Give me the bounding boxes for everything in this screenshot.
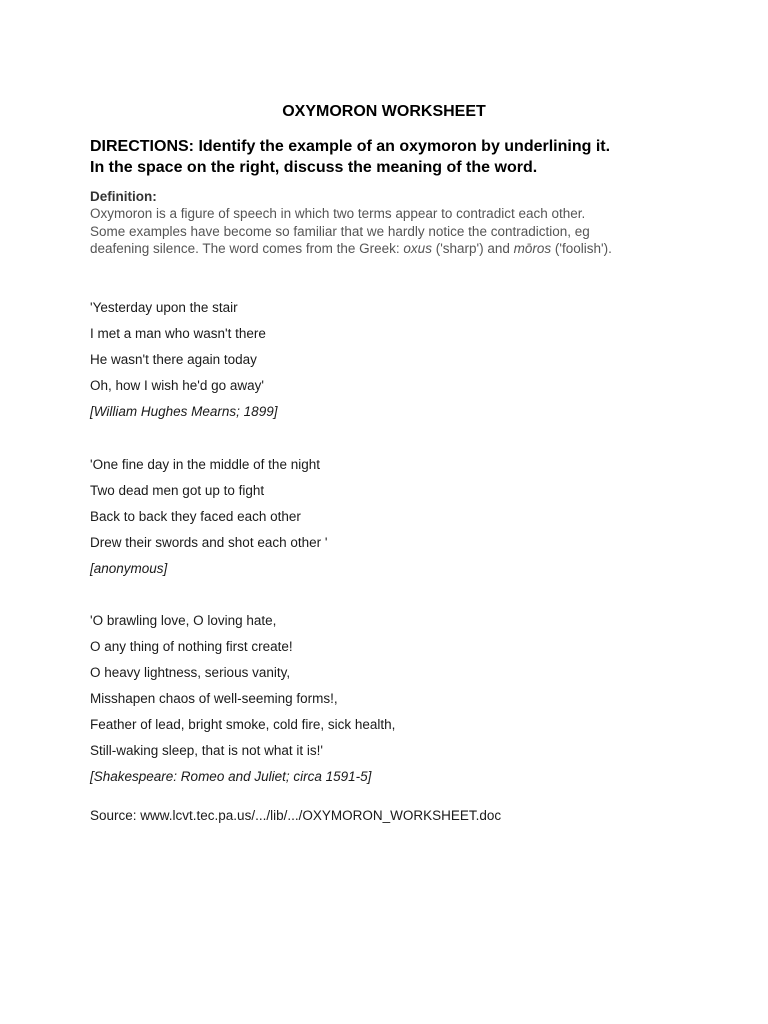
- greek-word-oxus: oxus: [403, 241, 432, 256]
- definition-text: [90, 205, 690, 258]
- poem-2-line-3: Back to back they faced each other: [90, 509, 301, 524]
- directions-line-1: DIRECTIONS: Identify the example of an oxymoron by underlining it.: [90, 138, 611, 155]
- directions-line-2: In the space on the right, discuss the meaning of the word.: [90, 159, 538, 176]
- definition-line-1: Oxymoron is a figure of speech in which two terms appear to contradict each other.: [90, 206, 586, 221]
- directions: [90, 136, 710, 178]
- source-citation: Source: www.lcvt.tec.pa.us/.../lib/.../OXYMORON_WORKSHEET.doc: [90, 808, 502, 823]
- page-title: [0, 102, 768, 122]
- poem-3-line-5: Feather of lead, bright smoke, cold fire, sick health,: [90, 717, 396, 732]
- poem-1-line-3: He wasn't there again today: [90, 352, 257, 367]
- poem-1-line-1: 'Yesterday upon the stair: [90, 300, 238, 315]
- poem-2-attribution: [anonymous]: [90, 561, 168, 576]
- poem-1-line-2: I met a man who wasn't there: [90, 326, 266, 341]
- poem-3-line-1: 'O brawling love, O loving hate,: [90, 613, 277, 628]
- definition-line-3-start: deafening silence. The word comes from the Greek:: [90, 241, 404, 256]
- definition-line-3-middle: ('sharp') and: [431, 241, 514, 256]
- poem-1-attribution: [William Hughes Mearns; 1899]: [90, 404, 278, 419]
- poem-3-line-4: Misshapen chaos of well-seeming forms!,: [90, 691, 338, 706]
- poem-2-line-4: Drew their swords and shot each other ': [90, 535, 328, 550]
- poem-3-line-3: O heavy lightness, serious vanity,: [90, 665, 291, 680]
- greek-word-moros: mōros: [513, 241, 552, 256]
- definition-line-3-end: ('foolish').: [551, 241, 612, 256]
- poem-3-attribution: [Shakespeare: Romeo and Juliet; circa 1591-5]: [90, 769, 372, 784]
- poem-2-line-2: Two dead men got up to fight: [90, 483, 265, 498]
- poem-3-line-2: O any thing of nothing first create!: [90, 639, 293, 654]
- definition-line-3: [90, 240, 690, 258]
- definition-label: Definition:: [90, 189, 157, 204]
- poem-2-line-1: 'One fine day in the middle of the night: [90, 457, 320, 472]
- poem-3-line-6: Still-waking sleep, that is not what it is!': [90, 743, 323, 758]
- poem-1-line-4: Oh, how I wish he'd go away': [90, 378, 264, 393]
- definition-line-2: Some examples have become so familiar that we hardly notice the contradiction, eg: [90, 223, 590, 239]
- page-title-text: OXYMORON WORKSHEET: [282, 103, 486, 120]
